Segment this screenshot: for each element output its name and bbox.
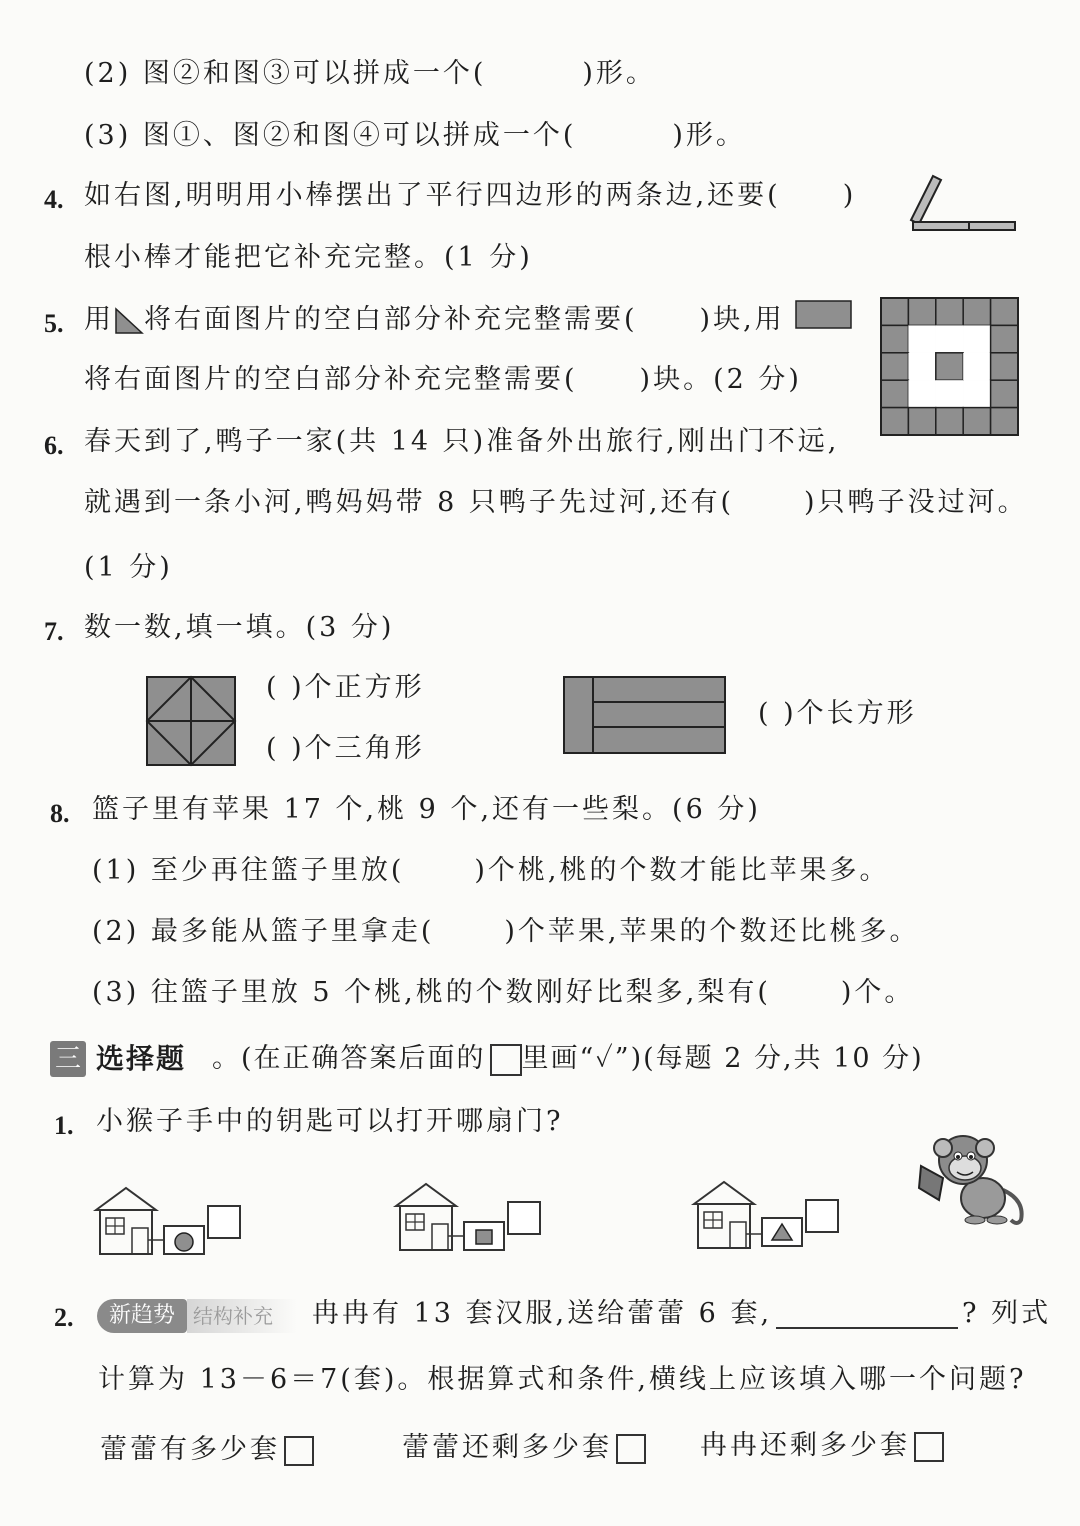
q7-triangle-count: ( )个三角形 xyxy=(266,733,425,764)
q6-line2: 就遇到一条小河,鸭妈妈带 8 只鸭子先过河,还有( )只鸭子没过河。 xyxy=(84,487,1028,518)
q3-part3: (3) 图①、图②和图④可以拼成一个( )形。 xyxy=(84,120,746,151)
frame-tile xyxy=(881,353,908,380)
section-instructions: 。(在正确答案后面的 里画“✓”)(每题 2 分,共 10 分) xyxy=(212,1043,924,1074)
q7-number: 7. xyxy=(44,617,64,646)
triangle-tile-icon xyxy=(114,307,144,335)
frame-tile xyxy=(991,380,1018,407)
s3-q2-line2: 计算为 13－6＝7(套)。根据算式和条件,横线上应该填入哪一个问题? xyxy=(98,1364,1027,1395)
new-trend-tag: 新趋势 xyxy=(97,1299,187,1333)
s3-q1-text: 小猴子手中的钥匙可以打开哪扇门? xyxy=(96,1106,564,1137)
blank-cell xyxy=(908,325,935,352)
frame-tile xyxy=(881,380,908,407)
door-option-a-circle xyxy=(94,1186,246,1258)
frame-tile xyxy=(991,353,1018,380)
q5-line2: 将右面图片的空白部分补充完整需要( )块。(2 分) xyxy=(84,364,802,395)
frame-tile xyxy=(881,298,908,325)
section-title: 选择题 xyxy=(96,1042,187,1075)
s3-q2-line1: 冉冉有 13 套汉服,送给蕾蕾 6 套, ? 列式 xyxy=(312,1298,1052,1329)
door-option-c-triangle xyxy=(692,1180,844,1252)
blank-cell xyxy=(908,353,935,380)
s3-q2-option-b: 蕾蕾还剩多少套 xyxy=(402,1430,646,1466)
q4-line1: 如右图,明明用小棒摆出了平行四边形的两条边,还要( ) xyxy=(84,180,857,211)
option-c-checkbox[interactable] xyxy=(914,1432,944,1462)
q8-number: 8. xyxy=(50,799,70,828)
frame-tile xyxy=(936,298,963,325)
frame-tile xyxy=(991,325,1018,352)
monkey-with-key-illustration xyxy=(915,1120,1030,1225)
frame-tile xyxy=(963,408,990,435)
example-checkbox xyxy=(490,1044,522,1076)
q8-part3: (3) 往篮子里放 5 个桃,桃的个数刚好比梨多,梨有( )个。 xyxy=(92,977,915,1008)
q8-part2: (2) 最多能从篮子里拿走( )个苹果,苹果的个数还比桃多。 xyxy=(92,916,920,947)
blank-cell xyxy=(963,380,990,407)
rectangle-tile-icon xyxy=(795,300,853,330)
frame-tile xyxy=(991,298,1018,325)
frame-tile xyxy=(881,325,908,352)
q6-line3: (1 分) xyxy=(84,552,173,583)
frame-tile xyxy=(936,408,963,435)
center-tile xyxy=(936,353,963,380)
door-option-b-square xyxy=(394,1182,546,1254)
q4-line2: 根小棒才能把它补充完整。(1 分) xyxy=(84,242,533,273)
q8-title: 篮子里有苹果 17 个,桃 9 个,还有一些梨。(6 分) xyxy=(92,794,761,825)
square-triangles-figure xyxy=(146,676,238,768)
frame-tile xyxy=(908,408,935,435)
q6-line1: 春天到了,鸭子一家(共 14 只)准备外出旅行,刚出门不远, xyxy=(84,426,840,457)
q5-number: 5. xyxy=(44,309,64,338)
q5-line1: 用 将右面图片的空白部分补充完整需要( )块,用 xyxy=(84,304,785,335)
structure-supplement-tag: 结构补充 xyxy=(187,1299,297,1333)
blank-cell xyxy=(963,325,990,352)
q8-part1: (1) 至少再往篮子里放( )个桃,桃的个数才能比苹果多。 xyxy=(92,855,890,886)
q7-rectangle-count: ( )个长方形 xyxy=(758,698,917,729)
frame-tile xyxy=(881,408,908,435)
q7-title: 数一数,填一填。(3 分) xyxy=(84,612,395,643)
blank-cell xyxy=(963,353,990,380)
frame-tile xyxy=(963,298,990,325)
tile-frame-figure xyxy=(880,297,1020,437)
s3-q2-number: 2. xyxy=(54,1303,74,1332)
rectangles-figure xyxy=(563,676,727,756)
q3-part2: (2) 图②和图③可以拼成一个( )形。 xyxy=(84,58,656,89)
blank-cell xyxy=(936,325,963,352)
option-b-checkbox[interactable] xyxy=(616,1434,646,1464)
frame-tile xyxy=(991,408,1018,435)
blank-cell xyxy=(908,380,935,407)
section-number-badge: 三 xyxy=(50,1041,86,1077)
s3-q2-option-c: 冉冉还剩多少套 xyxy=(700,1428,944,1464)
blank-cell xyxy=(936,380,963,407)
frame-tile xyxy=(908,298,935,325)
parallelogram-sticks-figure xyxy=(905,172,1020,234)
s3-q2-option-a: 蕾蕾有多少套 xyxy=(100,1432,314,1468)
option-a-checkbox[interactable] xyxy=(284,1436,314,1466)
q4-number: 4. xyxy=(44,185,64,214)
q7-square-count: ( )个正方形 xyxy=(266,672,425,703)
answer-blank-line[interactable] xyxy=(776,1301,958,1329)
s3-q1-number: 1. xyxy=(54,1111,74,1140)
q6-number: 6. xyxy=(44,431,64,460)
